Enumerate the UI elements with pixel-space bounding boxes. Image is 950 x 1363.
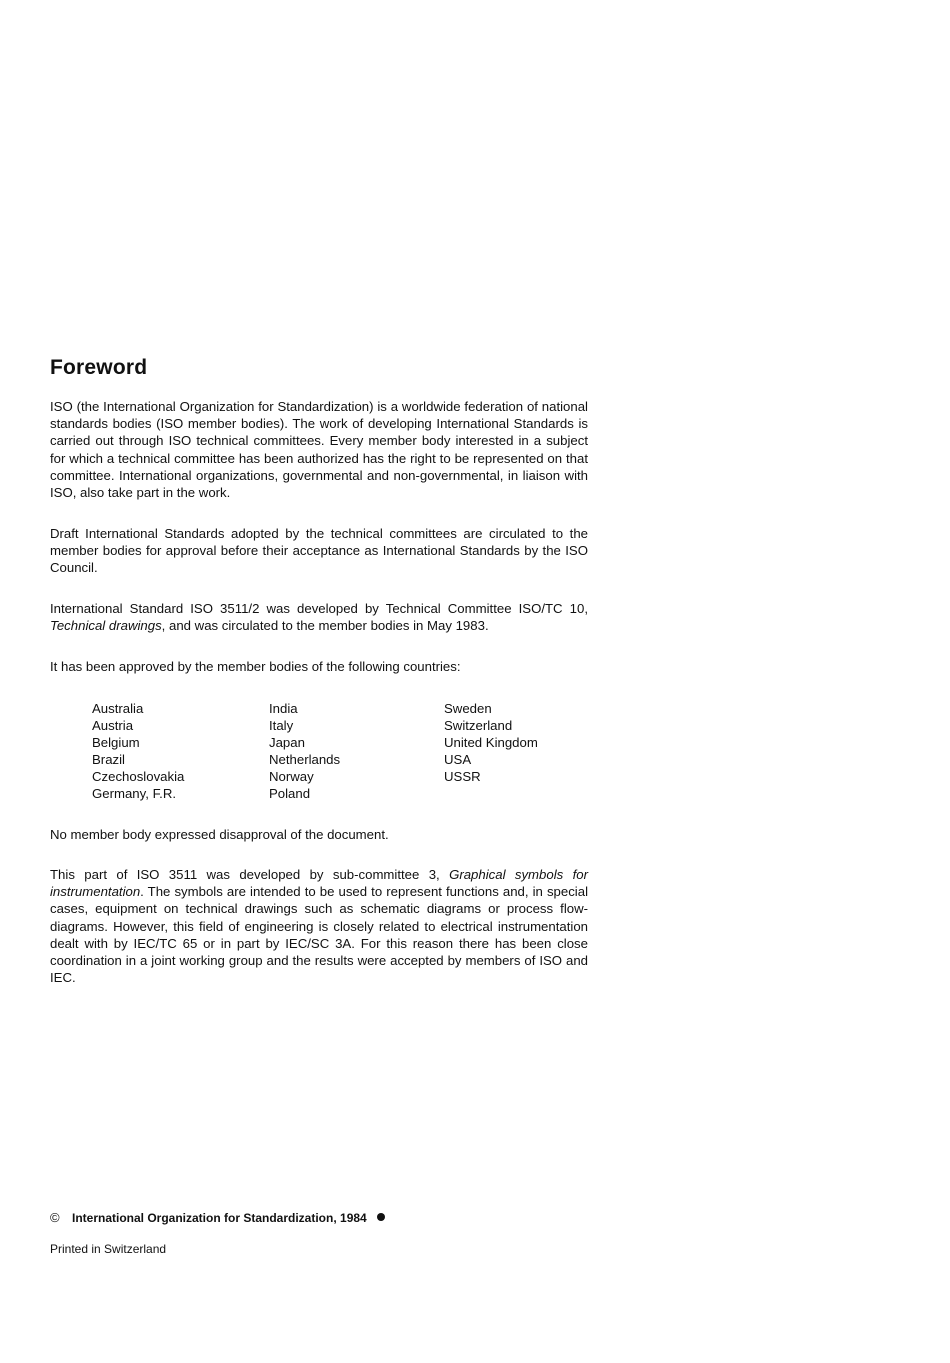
country-list [92,700,592,810]
country-item: USSR [444,769,481,784]
copyright-icon: © [50,1210,60,1225]
country-item: Australia [92,701,144,716]
paragraph-development-text-a: International Standard ISO 3511/2 was developed by Technical Committee ISO/TC 10, [50,601,588,616]
committee-title: Technical drawings [50,618,162,634]
printed-in: Printed in Switzerland [50,1242,167,1256]
paragraph-no-disapproval: No member body expressed disapproval of the document. [50,827,389,842]
paragraph-subcommittee-text-b: . The symbols are intended to be used to represent functions and, in special cases, equipment on technical drawings such as schematic diagrams or process flow-diagrams. However, this field of engineering is closely related to electrical instrumentation dealt with by IEC/TC 65 or in part by IEC/SC 3A. For this reason there has been close coordination in a joint working group and the results were accepted by members of ISO and IEC. [50,884,588,986]
country-item: Sweden [444,701,492,716]
country-item: United Kingdom [444,735,538,750]
paragraph-development [50,600,588,634]
country-item: Netherlands [269,752,341,767]
country-item: Norway [269,769,314,784]
country-column-1 [92,700,184,802]
country-item: Switzerland [444,718,513,733]
country-item: Czechoslovakia [92,769,185,784]
country-column-3 [444,700,538,785]
paragraph-subcommittee [50,866,588,986]
paragraph-subcommittee-text-a: This part of ISO 3511 was developed by sub-committee 3, [50,867,450,882]
country-item: Belgium [92,735,140,750]
country-item: India [269,701,298,716]
country-item: Austria [92,718,134,733]
country-column-2 [269,700,340,802]
copyright-line [50,1210,385,1226]
country-item: Brazil [92,752,125,767]
paragraph-approval: It has been approved by the member bodies of the following countries: [50,659,461,674]
paragraph-draft-standards: Draft International Standards adopted by the technical committees are circulated to the member bodies for approval before their acceptance as International Standards by the ISO Council. [50,526,588,576]
paragraph-development-text-b: , and was circulated to the member bodies in May 1983. [161,618,489,634]
paragraph-iso-description: ISO (the International Organization for Standardization) is a worldwide federation of national standards bodies (ISO member bodies). The work of developing International Standards is carried out through ISO technical committees. Every member body interested in a subject for which a technical committee has been authorized has the right to be represented on that committee. International organizations, governmental and non-governmental, in liaison with ISO, also take part in the work. [50,399,588,501]
country-item: Italy [269,718,294,733]
country-item: Japan [269,735,305,750]
page-title: Foreword [50,356,148,379]
bullet-dot-icon [377,1213,385,1221]
country-item: Germany, F.R. [92,786,177,801]
country-item: Poland [269,786,311,801]
copyright-text: International Organization for Standardization, 1984 [72,1211,367,1225]
country-item: USA [444,752,472,767]
subcommittee-title: Graphical symbols for instrumentation [50,867,588,900]
